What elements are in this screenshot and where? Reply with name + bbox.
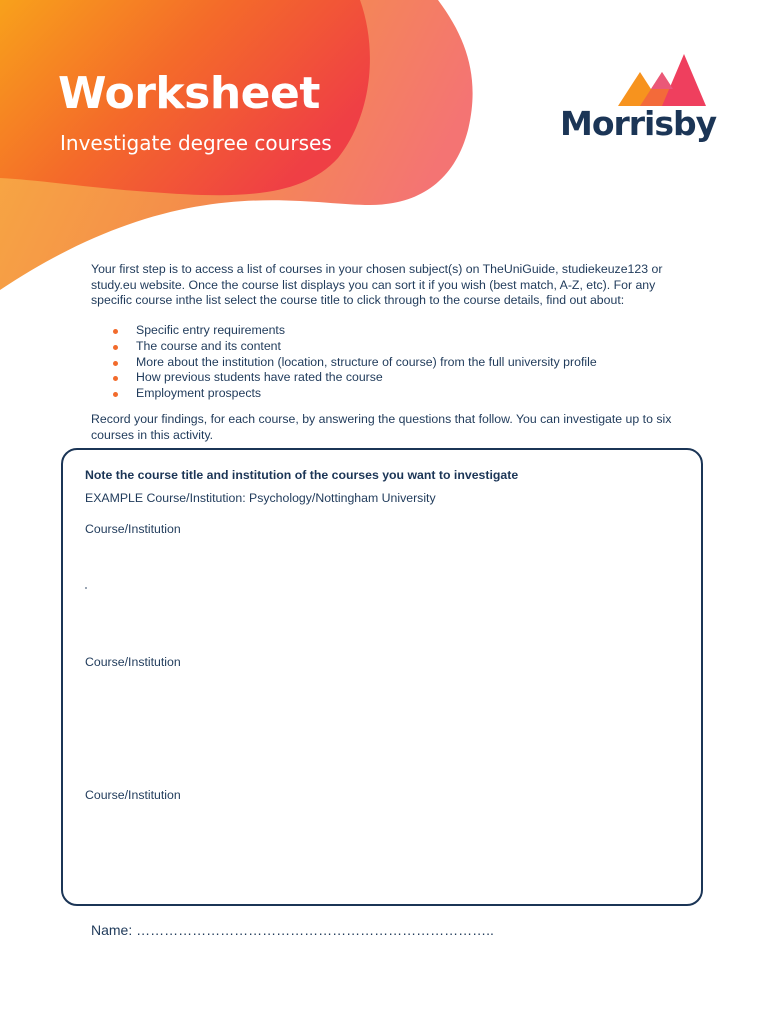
list-item-text: How previous students have rated the course — [136, 370, 383, 385]
logo-text: Morrisby — [560, 104, 717, 143]
record-instructions: Record your findings, for each course, by answering the questions that follow. You can investigate up to six courses in this activity. — [91, 412, 672, 442]
list-item — [113, 323, 597, 339]
logo-mark-icon — [618, 52, 708, 107]
list-item-text: Specific entry requirements — [136, 323, 285, 337]
list-item-text: The course and its content — [136, 338, 281, 353]
list-item — [113, 355, 597, 371]
course-institution-label-1[interactable]: Course/Institution — [85, 522, 181, 536]
bullet-icon — [113, 392, 118, 397]
list-item — [113, 386, 597, 402]
intro-paragraph: Your first step is to access a list of courses in your chosen subject(s) on TheUniGuide, studiekeuze123 or study.eu website. Once the course list displays you can sort it if you wish (best match, A-Z, etc). For any specific course inthe list select the course title to click through to the course details, find out about: — [91, 262, 663, 307]
stray-mark — [85, 587, 87, 589]
list-item-text: Employment prospects — [136, 386, 262, 401]
course-institution-label-2[interactable]: Course/Institution — [85, 655, 181, 669]
page-subtitle: Investigate degree courses — [60, 131, 332, 155]
course-institution-label-3[interactable]: Course/Institution — [85, 788, 181, 802]
page-title: Worksheet — [58, 68, 320, 119]
bullet-icon — [113, 329, 118, 334]
bullet-icon — [113, 376, 118, 381]
list-item — [113, 339, 597, 355]
example-line: EXAMPLE Course/Institution: Psychology/Nottingham University — [85, 491, 436, 505]
box-heading: Note the course title and institution of the courses you want to investigate — [85, 468, 519, 482]
bullet-icon — [113, 361, 118, 366]
morrisby-logo — [560, 52, 720, 152]
bullet-icon — [113, 345, 118, 350]
name-field[interactable]: Name: ………………………………………………………………….. — [91, 922, 494, 938]
course-notes-box — [61, 448, 703, 906]
list-item-text: More about the institution (location, structure of course) from the full university profile — [136, 354, 597, 369]
list-item — [113, 370, 597, 386]
requirements-list — [113, 323, 597, 402]
